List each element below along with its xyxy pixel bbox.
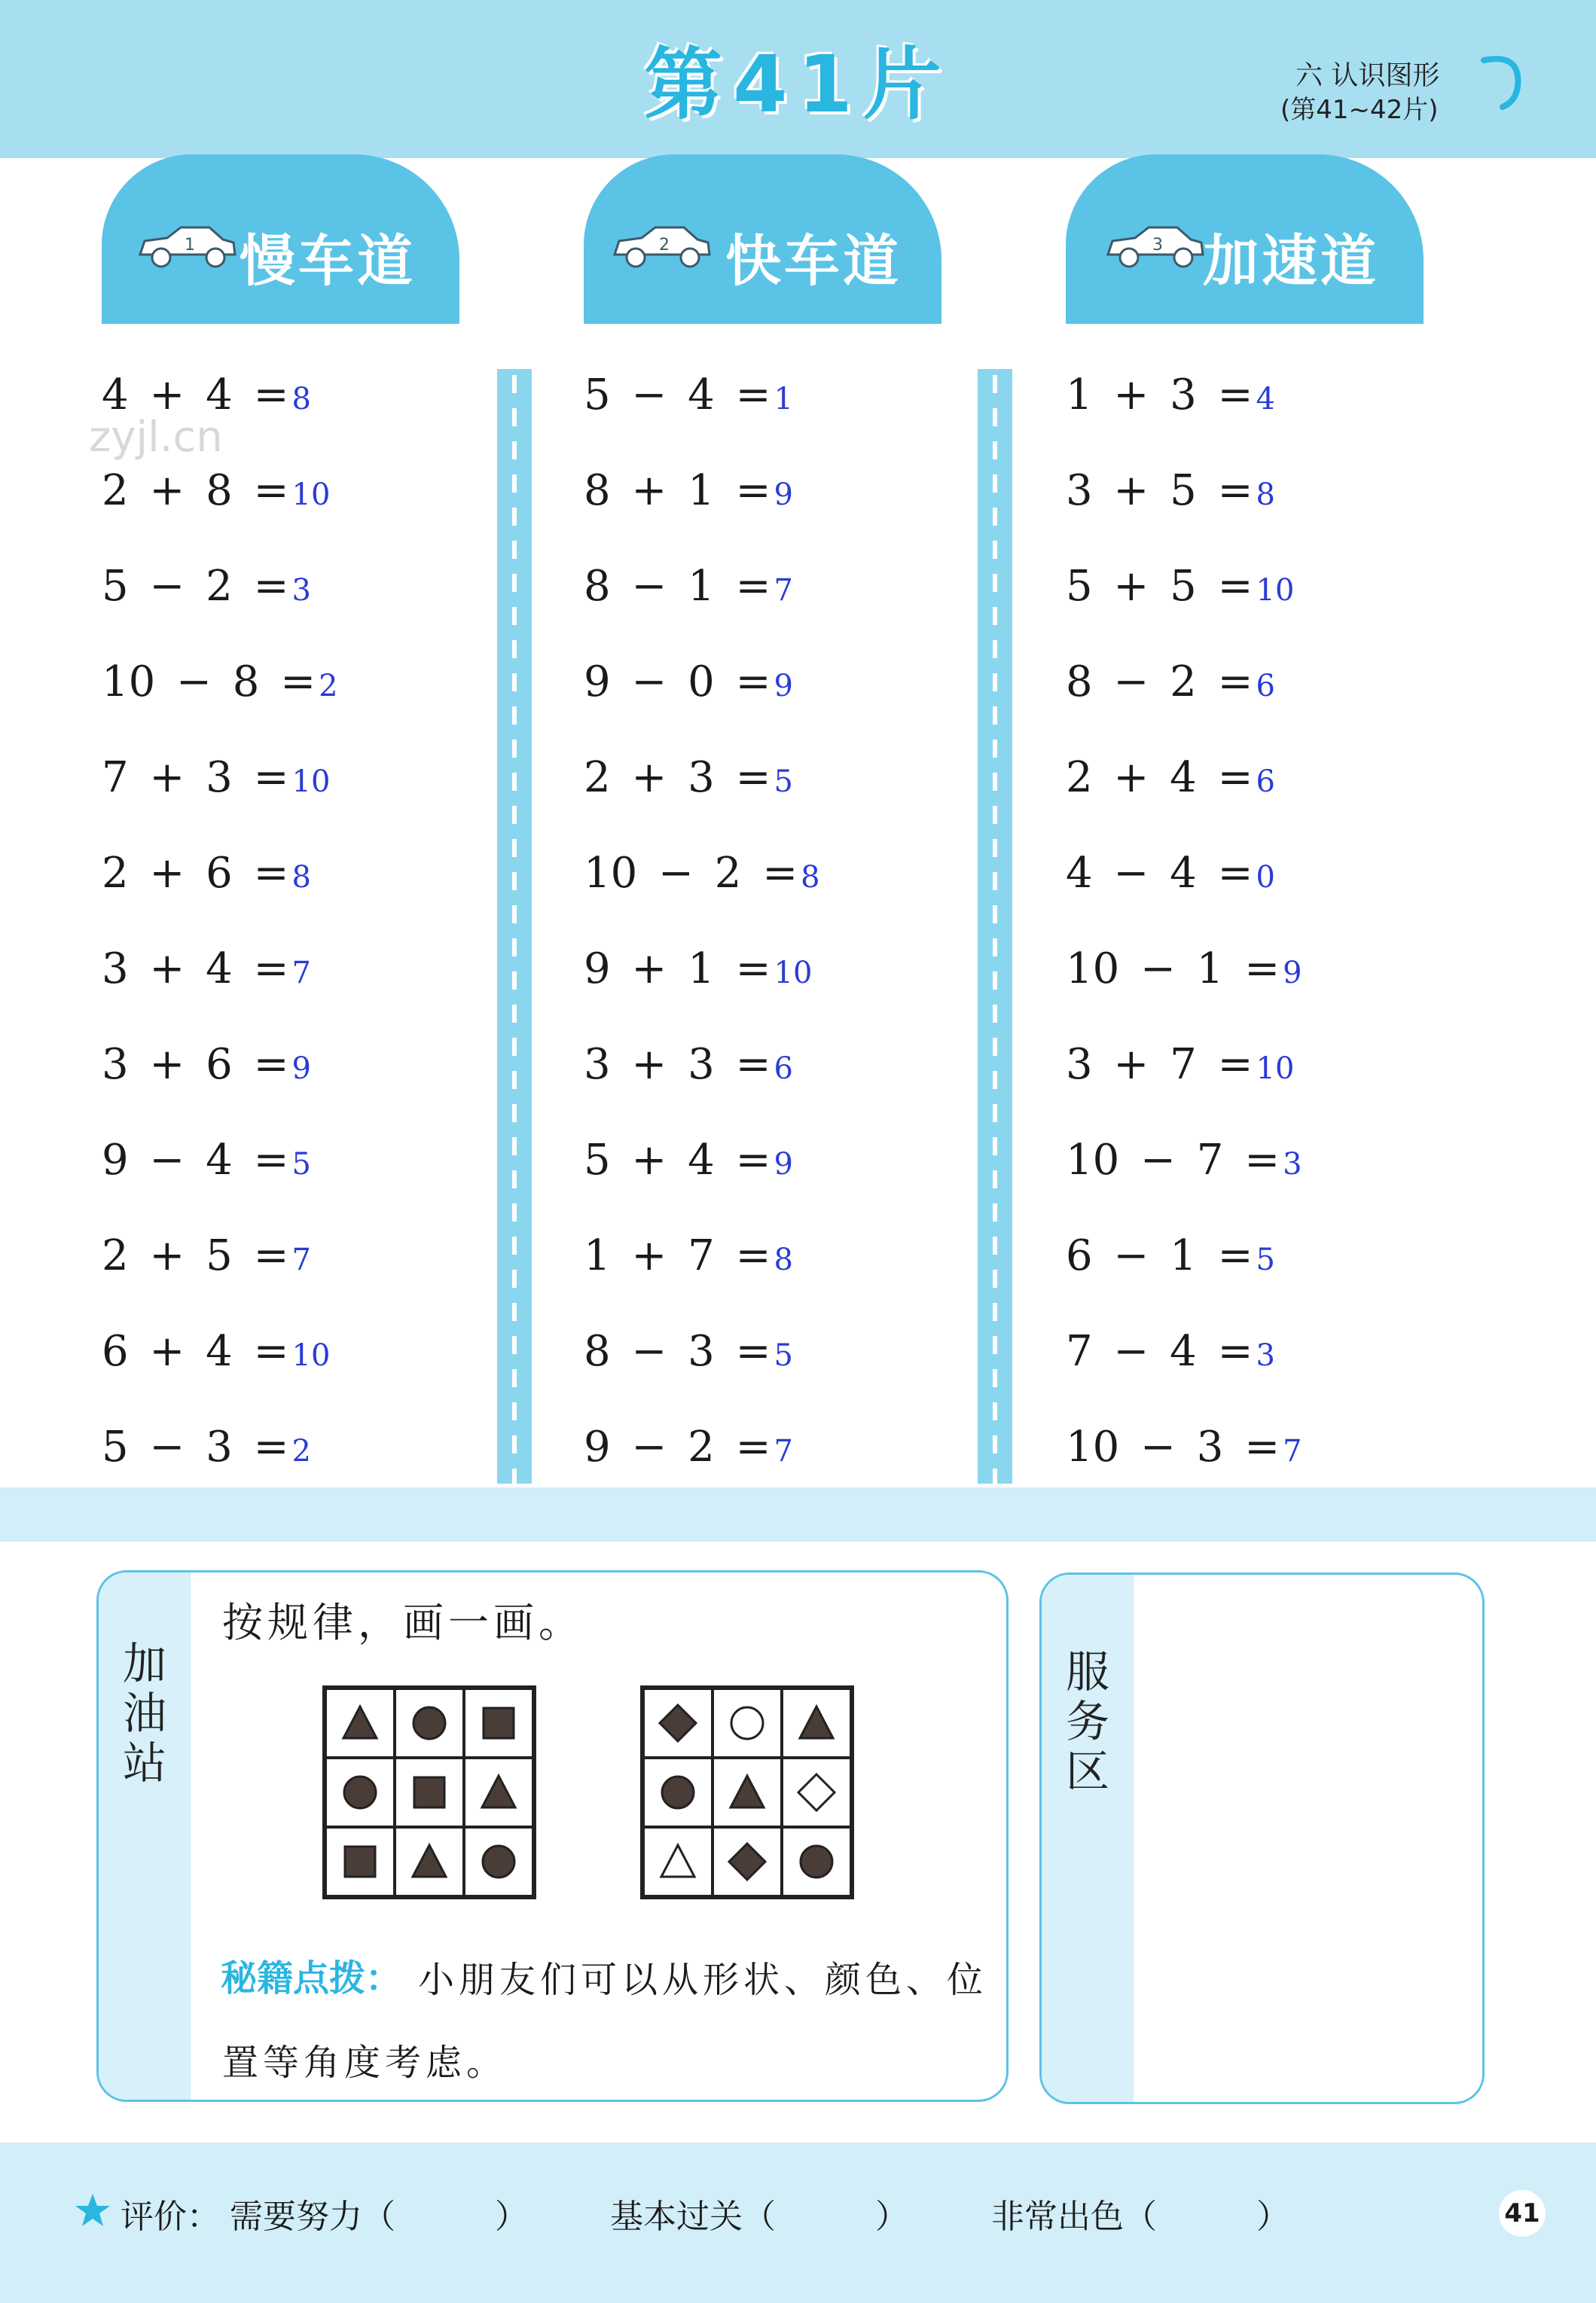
equation-expression: 8 − 3 =: [584, 1327, 771, 1376]
equation-row: [584, 753, 793, 802]
equation-expression: 5 − 4 =: [584, 371, 771, 419]
grid-cell: [464, 1827, 533, 1896]
grid-cell: [643, 1688, 713, 1758]
equation-expression: 5 − 2 =: [102, 562, 289, 611]
grid-cell: [464, 1758, 533, 1827]
grid-cell: [395, 1758, 464, 1827]
equation-answer: 2: [319, 669, 338, 703]
grid-cell: [643, 1827, 713, 1896]
diamond-icon: [726, 1841, 768, 1883]
equation-expression: 2 + 3 =: [584, 753, 771, 802]
equation-row: [584, 1231, 793, 1280]
equation-expression: 10 − 7 =: [1066, 1136, 1280, 1185]
fuel-station-box: [96, 1570, 1009, 2102]
equation-row: [1066, 466, 1275, 515]
equation-row: [102, 944, 311, 993]
equation-answer: 10: [1256, 1051, 1295, 1086]
equation-answer: 5: [291, 1147, 311, 1182]
equation-answer: 10: [291, 1338, 331, 1373]
fuel-station-label: 加油站: [122, 1638, 166, 1789]
grid-cell: [464, 1688, 533, 1758]
page-title: 第41片: [644, 38, 952, 130]
equation-expression: 3 + 7 =: [1066, 1040, 1253, 1089]
equation-row: [584, 1040, 793, 1089]
lane-label-fast: 快车道: [725, 229, 902, 294]
equation-row: [102, 849, 311, 898]
equation-answer: 3: [1283, 1147, 1302, 1182]
equation-answer: 10: [291, 764, 331, 799]
equation-expression: 3 + 5 =: [1066, 466, 1253, 515]
equation-expression: 3 + 4 =: [102, 944, 289, 993]
grid-cell: [782, 1758, 851, 1827]
equation-expression: 2 + 8 =: [102, 466, 289, 515]
tri-icon: [726, 1771, 768, 1813]
equation-row: [584, 657, 793, 706]
equation-row: [102, 1136, 311, 1185]
circle-icon: [339, 1771, 381, 1813]
equation-expression: 8 + 1 =: [584, 466, 771, 515]
rating-option-excellent[interactable]: 非常出色（ ）: [991, 2198, 1289, 2236]
equation-expression: 3 + 6 =: [102, 1040, 289, 1089]
grid-cell: [643, 1758, 713, 1827]
race-car-icon: [609, 218, 714, 271]
grid-cell: [713, 1688, 782, 1758]
equation-row: [584, 1327, 793, 1376]
equation-expression: 9 − 4 =: [102, 1136, 289, 1185]
equation-answer: 9: [774, 669, 793, 703]
equation-expression: 8 − 1 =: [584, 562, 771, 611]
equation-row: [1066, 1327, 1275, 1376]
equation-expression: 5 + 5 =: [1066, 562, 1253, 611]
equation-expression: 6 + 4 =: [102, 1327, 289, 1376]
equation-answer: 8: [291, 382, 311, 416]
circle-icon: [657, 1771, 699, 1813]
equation-answer: 7: [774, 573, 793, 608]
equation-answer: 6: [1256, 669, 1275, 703]
equation-row: [1066, 1136, 1302, 1185]
equation-answer: 4: [1256, 382, 1275, 416]
race-car-icon: [1102, 218, 1207, 271]
equation-expression: 2 + 5 =: [102, 1231, 289, 1280]
equation-answer: 3: [1256, 1338, 1275, 1373]
equation-row: [584, 944, 812, 993]
equation-row: [1066, 1423, 1302, 1472]
tri-icon: [339, 1702, 381, 1744]
circle-icon: [408, 1702, 450, 1744]
tip-label: 秘籍点拨：: [221, 1957, 402, 1999]
rating-label: 评价：: [121, 2198, 220, 2236]
equation-row: [1066, 562, 1294, 611]
pattern-grid-right[interactable]: [640, 1685, 854, 1899]
equation-answer: 8: [291, 860, 311, 895]
equation-answer: 7: [291, 1243, 311, 1277]
equation-row: [1066, 1040, 1294, 1089]
tip-text-line1: 小朋友们可以从形状、颜色、位: [418, 1959, 988, 2001]
grid-cell: [713, 1827, 782, 1896]
equation-answer: 10: [774, 956, 813, 990]
equation-answer: 6: [1256, 764, 1275, 799]
equation-answer: 9: [291, 1051, 311, 1086]
equation-expression: 10 − 8 =: [102, 657, 316, 706]
grid-cell: [713, 1758, 782, 1827]
car-number: 2: [659, 236, 670, 255]
equation-answer: 7: [774, 1434, 793, 1469]
equation-expression: 10 − 2 =: [584, 849, 798, 898]
race-car-icon: [134, 218, 240, 271]
grid-cell: [782, 1688, 851, 1758]
equation-row: [102, 1423, 311, 1472]
equation-row: [102, 657, 338, 706]
service-area-label: 服务区: [1065, 1646, 1109, 1797]
equation-answer: 0: [1256, 860, 1275, 895]
equation-row: [584, 1423, 793, 1472]
equation-row: [1066, 1231, 1275, 1280]
equation-row: [584, 1136, 793, 1185]
equation-row: [1066, 753, 1275, 802]
service-area-box: [1039, 1572, 1485, 2104]
equation-answer: 7: [1283, 1434, 1302, 1469]
equation-row: [102, 1327, 330, 1376]
lane-divider: [978, 369, 1012, 1484]
equation-answer: 5: [1256, 1243, 1275, 1277]
car-number: 3: [1152, 236, 1163, 255]
equation-answer: 8: [774, 1243, 793, 1277]
car-number: 1: [185, 236, 195, 255]
equation-answer: 8: [1256, 477, 1275, 512]
equation-row: [584, 371, 793, 419]
pattern-grid-left: [322, 1685, 536, 1899]
equation-expression: 7 + 3 =: [102, 753, 289, 802]
star-icon: [74, 2192, 111, 2229]
fuel-nozzle-icon: [1476, 53, 1529, 113]
page-number: 41: [1499, 2190, 1546, 2237]
tri-icon: [657, 1841, 699, 1883]
equation-answer: 3: [291, 573, 311, 608]
equation-row: [1066, 849, 1275, 898]
lane-label-accel: 加速道: [1203, 229, 1379, 294]
equation-expression: 9 − 0 =: [584, 657, 771, 706]
grid-cell: [325, 1688, 395, 1758]
equation-expression: 2 + 4 =: [1066, 753, 1253, 802]
equation-answer: 9: [774, 477, 793, 512]
equation-answer: 10: [1256, 573, 1295, 608]
equation-row: [102, 753, 330, 802]
equation-row: [102, 1231, 311, 1280]
equation-expression: 4 + 4 =: [102, 371, 289, 419]
equation-answer: 6: [774, 1051, 793, 1086]
grid-cell: [325, 1758, 395, 1827]
tri-icon: [795, 1702, 838, 1744]
circle-icon: [478, 1841, 520, 1883]
equation-answer: 9: [1283, 956, 1302, 990]
equation-row: [1066, 944, 1302, 993]
equation-row: [1066, 371, 1275, 419]
equation-row: [102, 1040, 311, 1089]
equation-expression: 8 − 2 =: [1066, 657, 1253, 706]
equation-expression: 10 − 1 =: [1066, 944, 1280, 993]
equation-row: [584, 849, 820, 898]
grid-cell: [325, 1827, 395, 1896]
tri-icon: [478, 1771, 520, 1813]
equation-expression: 6 − 1 =: [1066, 1231, 1253, 1280]
tip-text-line2: 置等角度考虑。: [222, 2042, 508, 2084]
equation-expression: 3 + 3 =: [584, 1040, 771, 1089]
equation-row: [102, 466, 330, 515]
equation-answer: 5: [774, 764, 793, 799]
diamond-icon: [795, 1771, 838, 1813]
square-icon: [408, 1771, 450, 1813]
task-instruction: 按规律，画一画。: [222, 1599, 584, 1646]
equation-row: [584, 466, 793, 515]
equation-row: [584, 562, 793, 611]
grid-cell: [782, 1827, 851, 1896]
square-icon: [478, 1702, 520, 1744]
equation-expression: 5 + 4 =: [584, 1136, 771, 1185]
equation-row: [1066, 657, 1275, 706]
diamond-icon: [657, 1702, 699, 1744]
lane-divider: [497, 369, 532, 1484]
equation-answer: 2: [291, 1434, 311, 1469]
circle-icon: [726, 1702, 768, 1744]
equation-row: [102, 562, 311, 611]
equation-answer: 9: [774, 1147, 793, 1182]
equation-expression: 10 − 3 =: [1066, 1423, 1280, 1472]
equation-expression: 9 + 1 =: [584, 944, 771, 993]
equation-expression: 1 + 3 =: [1066, 371, 1253, 419]
unit-title: 六 认识图形: [1295, 60, 1440, 91]
circle-icon: [795, 1841, 838, 1883]
equation-expression: 9 − 2 =: [584, 1423, 771, 1472]
equation-answer: 7: [291, 956, 311, 990]
equation-expression: 7 − 4 =: [1066, 1327, 1253, 1376]
equation-answer: 1: [774, 382, 793, 416]
equation-expression: 2 + 6 =: [102, 849, 289, 898]
equation-expression: 4 − 4 =: [1066, 849, 1253, 898]
equation-expression: 1 + 7 =: [584, 1231, 771, 1280]
grid-cell: [395, 1688, 464, 1758]
rating-option-needs-effort[interactable]: 需要努力（ ）: [230, 2198, 528, 2236]
square-icon: [339, 1841, 381, 1883]
tri-icon: [408, 1841, 450, 1883]
equation-answer: 5: [774, 1338, 793, 1373]
section-band: [0, 1487, 1596, 1542]
equation-answer: 10: [291, 477, 331, 512]
watermark: zyjl.cn: [89, 413, 223, 462]
grid-cell: [395, 1827, 464, 1896]
equation-expression: 5 − 3 =: [102, 1423, 289, 1472]
rating-option-passed[interactable]: 基本过关（ ）: [610, 2198, 908, 2236]
equation-answer: 8: [801, 860, 820, 895]
lane-label-slow: 慢车道: [240, 229, 416, 294]
unit-range: (第41~42片): [1280, 95, 1439, 125]
